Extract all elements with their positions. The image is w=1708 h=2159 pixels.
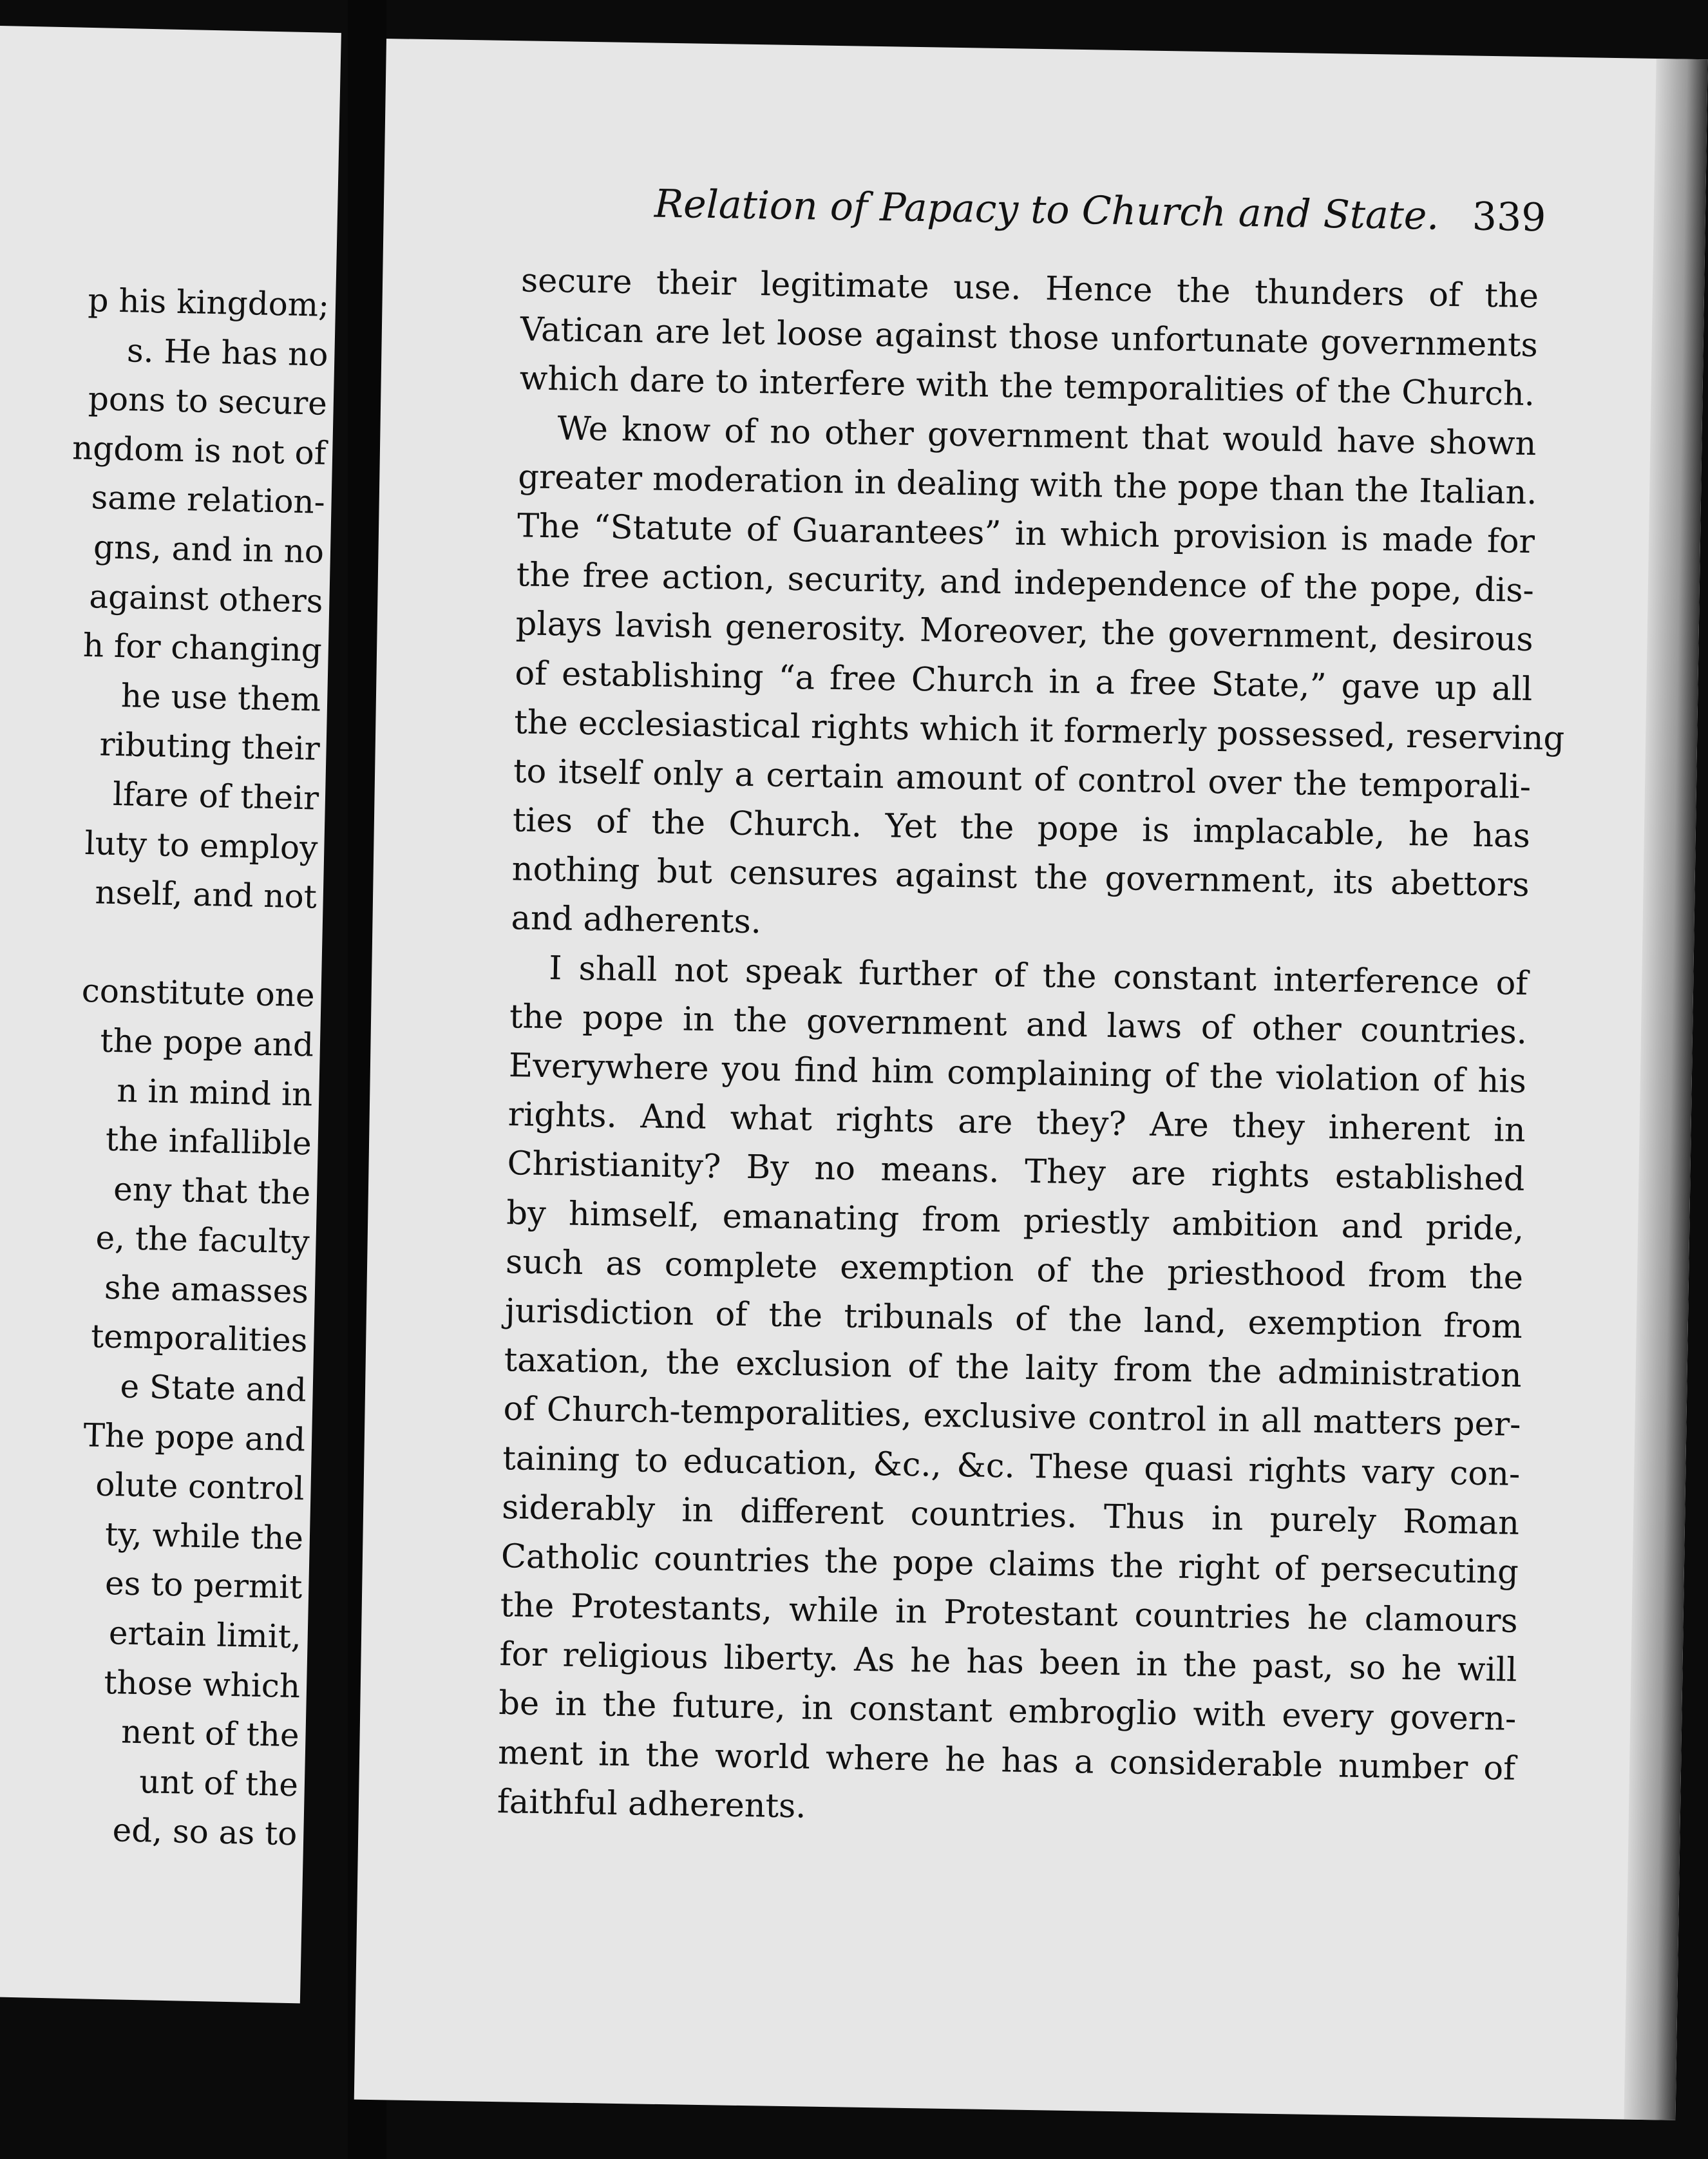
facing-line: ty, while the	[104, 1515, 304, 1557]
facing-line: unt of the	[138, 1762, 299, 1804]
text-line: be in the future, in constant embroglio with every govern-	[498, 1684, 1517, 1739]
facing-line: ed, so as to	[112, 1811, 298, 1853]
facing-line: same relation-	[91, 479, 326, 522]
facing-line: The pope and	[82, 1416, 306, 1459]
facing-line: ngdom is not of	[71, 429, 327, 472]
text-line: to itself only a certain amount of control over the temporali-	[513, 752, 1532, 806]
text-line: the free action, security, and independence of the pope, dis-	[516, 556, 1535, 611]
facing-line: she amasses	[104, 1268, 309, 1311]
text-line: of Church-temporalities, exclusive control in all matters per-	[503, 1390, 1521, 1445]
facing-line: pons to secure	[88, 380, 328, 423]
text-line: Vatican are let loose against those unfortunate governments	[520, 310, 1539, 365]
text-line: Everywhere you find him complaining of the violation of his	[508, 1047, 1527, 1101]
text-line: Christianity? By no means. They are rights established	[507, 1145, 1525, 1199]
facing-line: those which	[103, 1663, 301, 1705]
text-line: plays lavish generosity. Moreover, the government, desirous	[515, 605, 1534, 660]
facing-line: temporalities	[90, 1317, 308, 1360]
text-line: ment in the world where he has a considerable number of	[497, 1733, 1516, 1788]
text-line: We know of no other government that would have shown	[557, 409, 1537, 463]
text-line: the Protestants, while in Protestant countries he clamours	[500, 1586, 1519, 1641]
facing-line: h for changing	[82, 627, 323, 669]
text-line: ties of the Church. Yet the pope is implacable, he has	[512, 801, 1531, 856]
facing-line: nent of the	[120, 1713, 300, 1755]
text-line: secure their legitimate use. Hence the thunders of the	[520, 262, 1539, 316]
facing-line: e, the faculty	[95, 1219, 310, 1261]
text-line: by himself, emanating from priestly ambition and pride,	[506, 1194, 1524, 1248]
facing-line: p his kingdom;	[87, 281, 330, 324]
text-line: which dare to interfere with the temporalities of the Church.	[519, 359, 1535, 414]
facing-line: ributing their	[99, 725, 321, 768]
facing-line: ertain limit,	[108, 1614, 302, 1656]
facing-line: the infallible	[105, 1120, 312, 1163]
paragraph-gap	[0, 915, 316, 971]
text-line: for religious liberty. As he has been in the past, so he will	[499, 1635, 1517, 1690]
body-text	[497, 256, 1565, 1843]
facing-line: s. He has no	[126, 331, 329, 374]
text-line: the ecclesiastical rights which it formerly possessed, reserving	[513, 703, 1565, 758]
running-head: Relation of Papacy to Church and State.	[654, 181, 1439, 239]
facing-line: olute control	[95, 1465, 305, 1508]
facing-line: e State and	[119, 1367, 307, 1409]
facing-line: eny that the	[113, 1170, 311, 1212]
text-line: I shall not speak further of the constant interference of	[548, 949, 1528, 1003]
main-page	[354, 39, 1708, 2120]
facing-line: the pope and	[100, 1022, 314, 1064]
page-number: 339	[1472, 194, 1546, 241]
facing-line: nself, and not	[94, 873, 318, 916]
facing-line: n in mind in	[116, 1071, 313, 1114]
text-line: nothing but censures against the government, its abettors	[511, 850, 1530, 905]
text-line: Catholic countries the pope claims the right of persecuting	[500, 1537, 1519, 1592]
facing-line: against others	[88, 577, 324, 620]
facing-page-left	[0, 26, 341, 2003]
text-line: of establishing “a free Church in a free State,” gave up all	[515, 654, 1533, 709]
text-line: siderably in different countries. Thus in purely Roman	[501, 1488, 1520, 1543]
facing-line: he use them	[120, 676, 321, 719]
facing-line: luty to employ	[84, 824, 318, 867]
text-line: taining to education, &c., &c. These quasi rights vary con-	[502, 1439, 1521, 1494]
facing-line: es to permit	[104, 1565, 303, 1606]
facing-line: lfare of their	[112, 775, 319, 817]
text-line: rights. And what rights are they? Are they inherent in	[508, 1096, 1526, 1150]
page-edge-shadow	[1624, 59, 1707, 2120]
text-line: and adherents.	[511, 899, 762, 942]
text-line: faithful adherents.	[497, 1782, 806, 1826]
facing-line: gns, and in no	[93, 528, 325, 571]
text-line: The “Statute of Guarantees” in which provision is made for	[517, 507, 1535, 562]
text-line: taxation, the exclusion of the laity from the administration	[504, 1341, 1523, 1396]
text-line: such as complete exemption of the priesthood from the	[505, 1242, 1524, 1297]
facing-line: constitute one	[81, 972, 316, 1014]
facing-page-text	[0, 274, 330, 1859]
text-line: the pope in the government and laws of other countries.	[509, 998, 1528, 1052]
text-line: jurisdiction of the tribunals of the land, exemption from	[504, 1292, 1523, 1346]
text-line: greater moderation in dealing with the pope than the Italian.	[517, 458, 1537, 512]
